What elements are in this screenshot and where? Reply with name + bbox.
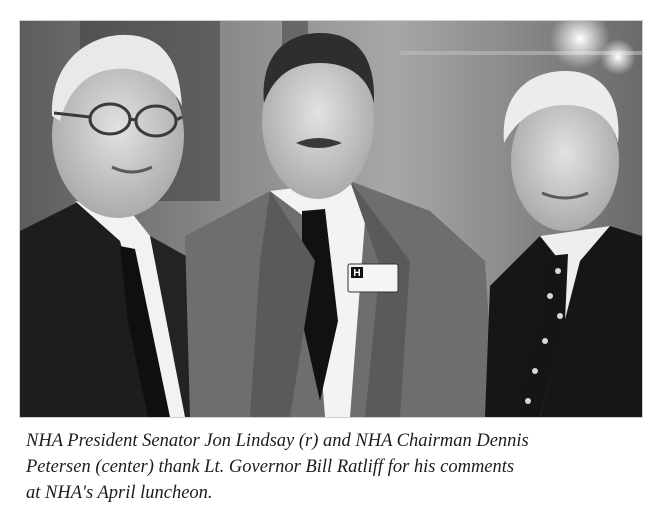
photo-caption: [26, 428, 636, 506]
photo-illustration: [20, 21, 642, 417]
chandelier-glow-2: [600, 39, 636, 75]
name-badge: [348, 264, 398, 292]
badge-letter: H: [353, 268, 361, 279]
caption-line-3: at NHA's April luncheon.: [26, 483, 213, 503]
caption-line-1: NHA President Senator Jon Lindsay (r) and NHA Chairman Dennis: [26, 431, 529, 451]
caption-line-2: Petersen (center) thank Lt. Governor Bill Ratliff for his comments: [26, 457, 515, 477]
group-photo: [19, 20, 643, 418]
